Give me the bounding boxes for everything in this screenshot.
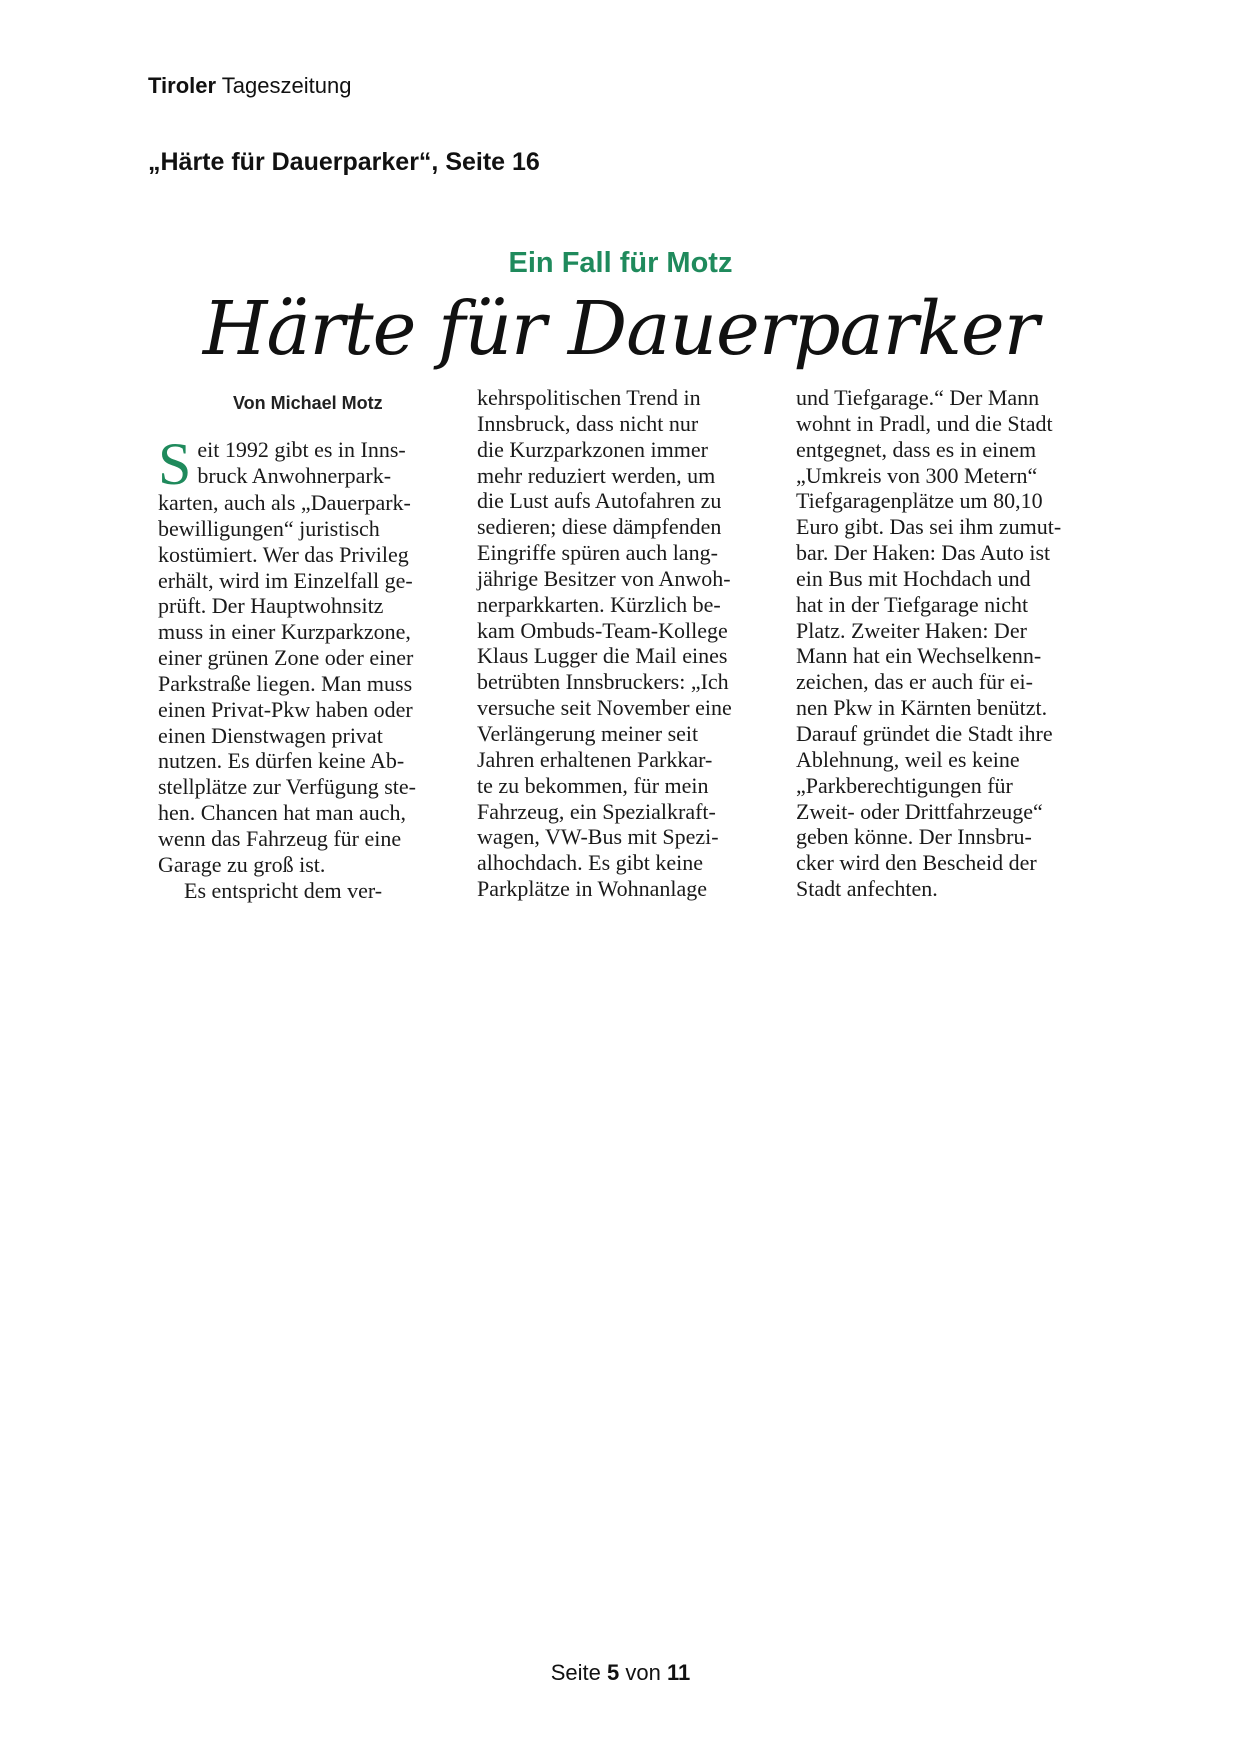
article-headline: Härte für Dauerparker — [202, 286, 1039, 372]
column-line: die Lust aufs Autofahren zu — [477, 488, 722, 514]
column-line: Platz. Zweiter Haken: Der — [796, 617, 1027, 643]
article-column-1 — [158, 431, 448, 904]
column-line: Parkplätze in Wohnanlage — [477, 876, 707, 902]
column-line: bewilligungen“ juristisch — [158, 515, 380, 541]
column-line: bar. Der Haken: Das Auto ist — [796, 540, 1051, 566]
column-line: wenn das Fahrzeug für eine — [158, 825, 402, 851]
column-line: Ablehnung, weil es keine — [796, 746, 1020, 772]
column-line: karten, auch als „Dauerpark- — [158, 490, 411, 515]
column-line: stellplätze zur Verfügung ste- — [158, 774, 417, 800]
column-line: jährige Besitzer von Anwoh- — [477, 565, 731, 591]
publication-name-bold: Tiroler — [148, 73, 217, 98]
footer-prefix: Seite — [550, 1660, 608, 1685]
column-line: cker wird den Bescheid der — [796, 850, 1037, 876]
column-line: sedieren; diese dämpfenden — [477, 514, 722, 540]
column-line: einen Dienstwagen privat — [158, 722, 383, 748]
article-column-3 — [796, 385, 1096, 902]
column-line: wohnt in Pradl, und die Stadt — [796, 410, 1053, 436]
column-line: die Kurzparkzonen immer — [477, 436, 708, 462]
column-line: Mann hat ein Wechselkenn- — [796, 643, 1042, 669]
column-line: kehrspolitischen Trend in — [477, 385, 701, 410]
drop-cap: S — [158, 431, 192, 497]
column-line: Garage zu groß ist. — [158, 851, 326, 877]
column-line: Stadt anfechten. — [796, 876, 938, 902]
footer-middle: von — [619, 1660, 667, 1685]
article-reference: „Härte für Dauerparker“, Seite 16 — [148, 148, 540, 176]
column-line: alhochdach. Es gibt keine — [477, 850, 704, 876]
column-1-lines — [158, 490, 448, 878]
column-line: Jahren erhaltenen Parkkar- — [477, 746, 713, 772]
column-line: entgegnet, dass es in einem — [796, 436, 1037, 462]
publication-name — [148, 73, 351, 99]
column-line: Tiefgaragenplätze um 80,10 — [796, 488, 1043, 514]
column-line: kostümiert. Wer das Privileg — [158, 541, 409, 567]
column-line: Eingriffe spüren auch lang- — [477, 540, 718, 566]
column-line: prüft. Der Hauptwohnsitz — [158, 593, 384, 619]
column-line: kam Ombuds-Team-Kollege — [477, 617, 728, 643]
column-line: Zweit- oder Drittfahrzeuge“ — [796, 798, 1043, 824]
article-kicker: Ein Fall für Motz — [508, 247, 733, 279]
column-line: zeichen, das er auch für ei- — [796, 669, 1033, 695]
column-line: hat in der Tiefgarage nicht — [796, 591, 1029, 617]
column-line: Fahrzeug, ein Spezialkraft- — [477, 798, 716, 824]
column-line: Innsbruck, dass nicht nur — [477, 410, 699, 436]
column-line: Parkstraße liegen. Man muss — [158, 670, 413, 696]
column-line: bruck Anwohnerpark- — [197, 462, 392, 488]
column-line: nen Pkw in Kärnten benützt. — [796, 695, 1048, 721]
column-line: Verlängerung meiner seit — [477, 720, 699, 746]
publication-name-rest: Tageszeitung — [216, 73, 352, 98]
column-line: und Tiefgarage.“ Der Mann — [796, 385, 1040, 410]
column-line: ein Bus mit Hochdach und — [796, 565, 1031, 591]
column-line: Es entspricht dem ver- — [184, 877, 383, 903]
column-line: erhält, wird im Einzelfall ge- — [158, 567, 413, 593]
column-line: mehr reduziert werden, um — [477, 462, 716, 488]
article-byline: Von Michael Motz — [233, 393, 383, 413]
column-line: eit 1992 gibt es in Inns- — [197, 437, 406, 462]
column-line: einen Privat-Pkw haben oder — [158, 696, 413, 722]
article-column-2 — [477, 385, 777, 902]
column-line: einer grünen Zone oder einer — [158, 645, 414, 671]
column-line: muss in einer Kurzparkzone, — [158, 619, 411, 645]
column-line: Darauf gründet die Stadt ihre — [796, 720, 1053, 746]
footer-total-pages: 11 — [666, 1660, 691, 1685]
column-line: versuche seit November eine — [477, 695, 732, 721]
column-line: Klaus Lugger die Mail eines — [477, 643, 728, 669]
column-line: nutzen. Es dürfen keine Ab- — [158, 748, 405, 774]
column-line: hen. Chancen hat man auch, — [158, 800, 407, 826]
column-line: te zu bekommen, für mein — [477, 772, 709, 798]
column-line: wagen, VW-Bus mit Spezi- — [477, 824, 719, 850]
column-line: nerparkkarten. Kürzlich be- — [477, 591, 721, 617]
footer-page-number: 5 — [607, 1660, 620, 1685]
column-line: geben könne. Der Innsbru- — [796, 824, 1032, 850]
column-line: „Umkreis von 300 Metern“ — [796, 462, 1038, 488]
column-line: betrübten Innsbruckers: „Ich — [477, 669, 729, 695]
column-line: Euro gibt. Das sei ihm zumut- — [796, 514, 1062, 540]
page-footer — [0, 1660, 1241, 1686]
column-line: „Parkberechtigungen für — [796, 772, 1013, 798]
